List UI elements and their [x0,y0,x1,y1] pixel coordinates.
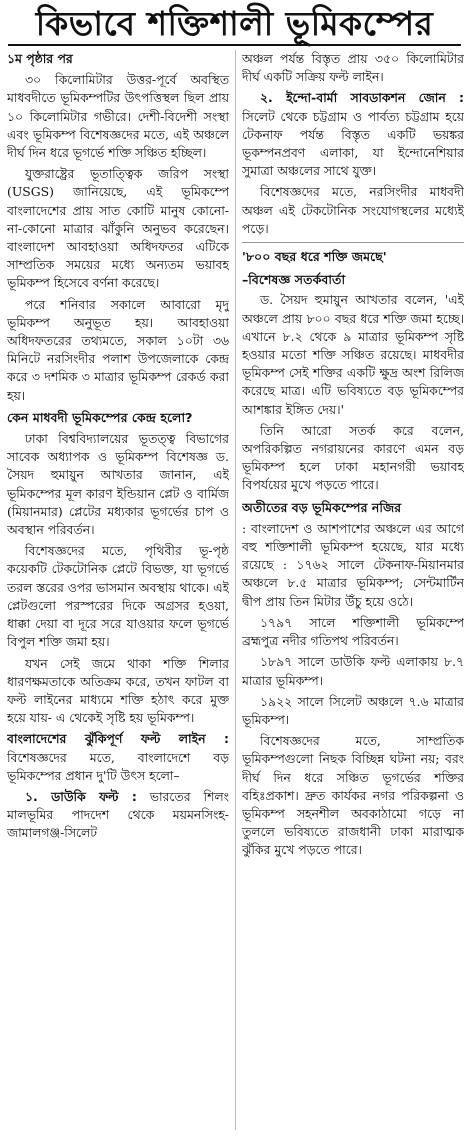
paragraph: তিনি আরো সতর্ক করে বলেন, অপরিকল্পিত নগরায়নের কারণে এমন বড় ভূমিকম্প হলে ঢাকা মহানগরী ভয়াবহ বিপর্যয়ের মুখে পড়তে পারে। [242,422,464,493]
paragraph: : বাংলাদেশ ও আশপাশের অঞ্চলে এর আগে বহু শক্তিশালী ভূমিকম্প হয়েছে, যার মধ্যে রয়েছে : ১৭৬২ সালে টেকনাফ-মিয়ানমার অঞ্চলে ৮.৫ মাত্রার ভূমিকম্প; সেন্টমার্টিন দ্বীপ প্রায় তিন মিটার উঁচু হয়ে ওঠে। [242,520,464,609]
continued-label: ১ম পৃষ্ঠার পর [7,51,73,66]
quote-heading: '৮০০ বছর ধরে শক্তি জমছে' [242,249,387,265]
paragraph: বিশেষজ্ঞদের মতে, সাম্প্রতিক ভূমিকম্পগুলো নিছক বিচ্ছিন্ন ঘটনা নয়; বরং দীর্ঘ দিন ধরে সঞ্চিত ভূগর্ভের শক্তির বহিঃপ্রকাশ। দ্রুত কার্যকর নগর পরিকল্পনা ও ভূমিকম্প সহনশীল অবকাঠামো গড়ে না তুললে ভবিষ্যতে রাজধানী ঢাকা মারাত্মক ঝুঁকির মুখে পড়তে পারে। [242,733,464,858]
subheading-inline: বাংলাদেশের ঝুঁকিপূর্ণ ফল্ট লাইন : [7,731,229,747]
paragraph: ৩০ কিলোমিটার উত্তর-পূর্বে অবস্থিত মাধবদীতে ভূমিকম্পটির উৎপত্তিস্থল ছিল প্রায় ১০ কিলোমিটার গভীরে। দেশী-বিদেশী সংস্থা এবং ভূমিকম্প বিশেষজ্ঞদের মতে, এই অঞ্চলে দীর্ঘ দিন ধরে ভূগর্ভে শক্তি সঞ্চিত হচ্ছিল। [7,72,229,161]
quote-subheading: –বিশেষজ্ঞ সতর্কবার্তা [242,272,346,288]
headline-rule [8,44,461,46]
list-item-lead: ২. ইন্দো-বার্মা সাবডাকশন জোন : [260,90,464,106]
paragraph: পরে শনিবার সকালে আবারো মৃদু ভূমিকম্প অনুভূত হয়। আবহাওয়া অধিদফতরের তথ্যমতে, সকাল ১০টা ৩৬ মিনিটে নরসিংদীর পলাশ উপজেলাকে কেন্দ্র করে ৩ দশমিক ৩ মাত্রার ভূমিকম্প রেকর্ড করা হয়। [7,296,229,403]
right-column [242,50,464,1134]
paragraph: যখন সেই জমে থাকা শক্তি শিলার ধারণক্ষমতাকে অতিক্রম করে, তখন ফাটল বা ফল্ট লাইনের মাধ্যমে শক্তি হঠাৎ করে মুক্ত হয়ে যায়- এ থেকেই সৃষ্টি হয় ভূমিকম্প। [7,655,229,726]
paragraph: ১৯২২ সালে সিলেট অঞ্চলে ৭.৬ মাত্রার ভূমিকম্প। [242,693,464,727]
list-item [242,89,464,180]
paragraph: ঢাকা বিশ্ববিদ্যালয়ের ভূতত্ত্ব বিভাগের সাবেক অধ্যাপক ও ভূমিকম্প বিশেষজ্ঞ ড. সৈয়দ হুমায়ুন আখতার জানান, এই ভূমিকম্পের মূল কারণ ইন্ডিয়ান প্লেট ও বার্মিজ (মিয়ানমার) প্লেটের মধ্যকার ভূগর্ভের চাপ ও অবস্থান পরিবর্তন। [7,431,229,538]
left-column [7,50,229,1134]
paragraph: বিশেষজ্ঞদের মতে, পৃথিবীর ভূ-পৃষ্ঠ কয়েকটি টেকটোনিক প্লেটে বিভক্ত, যা ভূগর্ভে তরল স্তরের ওপর ভাসমান অবস্থায় থাকে। এই প্লেটগুলো পরস্পরের দিকে অগ্রসর হওয়া, ধাক্কা দেয়া বা দূরে সরে যাওয়ার ফলে ভূগর্ভে বিপুল শক্তি জমা হয়। [7,543,229,650]
list-item-lead: ১. ডাউকি ফল্ট : [25,788,137,804]
list-item-text: সিলেট থেকে চট্টগ্রাম ও পার্বত্য চট্টগ্রাম হয়ে টেকনাফ পর্যন্ত বিস্তৃত একটি ভয়ঙ্কর ভূকম্পনপ্রবণ এলাকা, যা ইন্দোনেশিয়ার সুমাত্রা অঞ্চলের সাথে যুক্ত। [242,108,464,179]
paragraph: বিশেষজ্ঞদের মতে, নরসিংদীর মাধবদী অঞ্চল এই টেকটোনিক সংযোগস্থলের মধ্যেই পড়ে। [242,184,464,236]
list-item-text: ভারতের শিলং মালভূমির পাদদেশ থেকে ময়মনসিংহ-জামালগঞ্জ-সিলেট [7,788,229,841]
paragraph: ১৭৯৭ সালে শক্তিশালী ভূমিকম্পে ব্রহ্মপুত্র নদীর গতিপথ পরিবর্তন। [242,614,464,649]
paragraph [7,730,229,785]
column-divider [235,50,236,1130]
list-item [7,788,229,843]
paragraph: যুক্তরাষ্ট্রের ভূতাত্ত্বিক জরিপ সংস্থা (USGS) জানিয়েছে, এই ভূমিকম্পে বাংলাদেশের প্রায় সাত কোটি মানুষ কোনো-না-কোনো মাত্রার ঝাঁকুনি অনুভব করেছেন। বাংলাদেশ আবহাওয়া অধিদফতর এটিকে সাম্প্রতিক সময়ের মধ্যে অন্যতম ভয়াবহ ভূমিকম্প হিসেবে বর্ণনা করেছে। [7,166,229,291]
paragraph: ১৮৯৭ সালে ডাউকি ফল্ট এলাকায় ৮.৭ মাত্রার ভূমিকম্প। [242,654,464,688]
article-headline: কিভাবে শক্তিশালী ভূমিকম্পের [35,4,434,43]
subheading: অতীতের বড় ভূমিকম্পের নজির [242,499,402,515]
paragraph: ড. সৈয়দ হুমায়ুন আখতার বলেন, 'এই অঞ্চলে প্রায় ৮০০ বছর ধরে শক্তি জমা হচ্ছে। এখানে ৮.২ থেকে ৯ মাত্রার ভূমিকম্প সৃষ্টি হওয়ার মতো শক্তি সঞ্চিত রয়েছে। মাধবদীর ভূমিকম্প সেই শক্তির একটি ক্ষুদ্র অংশ রিলিজ করেছে মাত্র। এটি ভবিষ্যতে বড় ভূমিকম্পের আশঙ্কার ইঙ্গিত দেয়।' [242,292,464,417]
subheading: কেন মাধবদী ভূমিকম্পের কেন্দ্র হলো? [7,409,193,425]
section-divider [242,242,464,243]
paragraph-text: বিশেষজ্ঞদের মতে, বাংলাদেশে বড় ভূমিকম্পের প্রধান দু'টি উৎস হলো– [7,749,229,783]
paragraph: অঞ্চল পর্যন্ত বিস্তৃত প্রায় ৩৫০ কিলোমিটার দীর্ঘ একটি সক্রিয় ফল্ট লাইন। [242,51,464,85]
